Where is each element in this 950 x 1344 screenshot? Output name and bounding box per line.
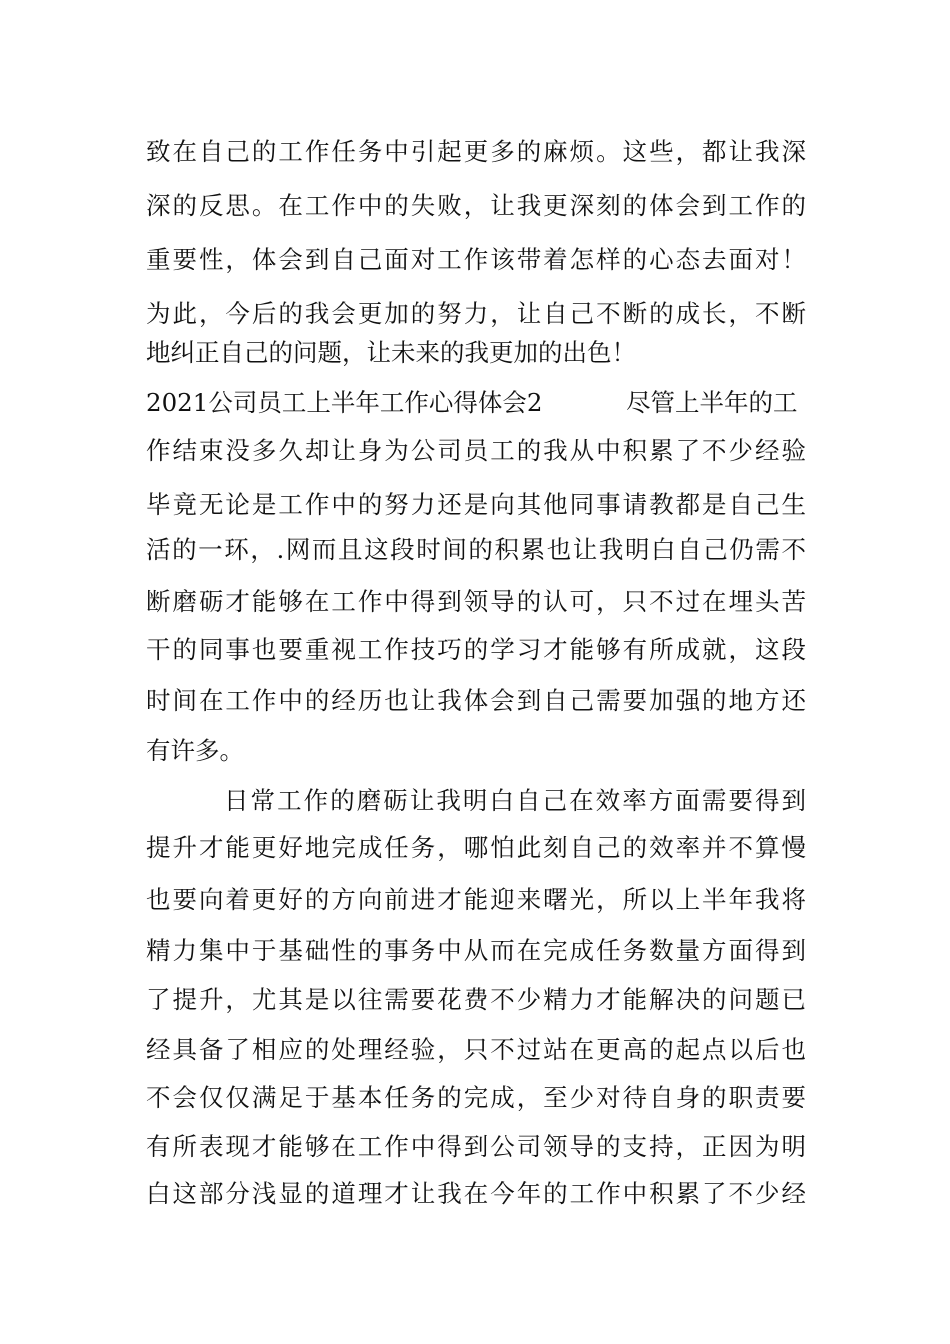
- paragraph-line: 作结束没多久却让身为公司员工的我从中积累了不少经验: [146, 436, 806, 465]
- paragraph-line: 毕竟无论是工作中的努力还是向其他同事请教都是自己生: [146, 490, 806, 519]
- paragraph-line: 时间在工作中的经历也让我体会到自己需要加强的地方还: [146, 686, 806, 715]
- paragraph-line: 了提升，尤其是以往需要花费不少精力才能解决的问题已: [146, 985, 806, 1014]
- paragraph-line: 白这部分浅显的道理才让我在今年的工作中积累了不少经: [146, 1179, 806, 1208]
- paragraph-line: 提升才能更好地完成任务，哪怕此刻自己的效率并不算慢: [146, 833, 806, 862]
- paragraph-line: 也要向着更好的方向前进才能迎来曙光，所以上半年我将: [146, 885, 806, 914]
- paragraph-first-line: 日常工作的磨砺让我明白自己在效率方面需要得到: [224, 786, 806, 815]
- paragraph-line: 不会仅仅满足于基本任务的完成，至少对待自身的职责要: [146, 1083, 806, 1112]
- paragraph-line: 精力集中于基础性的事务中从而在完成任务数量方面得到: [146, 936, 806, 965]
- paragraph-line: 活的一环，.网而且这段时间的积累也让我明白自己仍需不: [146, 535, 806, 564]
- paragraph-line: 有许多。: [146, 736, 244, 765]
- paragraph-line: 致在自己的工作任务中引起更多的麻烦。这些，都让我深: [146, 137, 806, 166]
- paragraph-line: 干的同事也要重视工作技巧的学习才能够有所成就，这段: [146, 635, 806, 664]
- section-heading: 2021公司员工上半年工作心得体会2: [146, 388, 543, 417]
- paragraph-line: 重要性，体会到自己面对工作该带着怎样的心态去面对！: [146, 245, 806, 274]
- paragraph-line: 经具备了相应的处理经验，只不过站在更高的起点以后也: [146, 1035, 806, 1064]
- paragraph-line: 深的反思。在工作中的失败，让我更深刻的体会到工作的: [146, 191, 806, 220]
- paragraph-line: 有所表现才能够在工作中得到公司领导的支持，正因为明: [146, 1132, 806, 1161]
- paragraph-line: 断磨砺才能够在工作中得到领导的认可，只不过在埋头苦: [146, 587, 806, 616]
- paragraph-line: 为此，今后的我会更加的努力，让自己不断的成长，不断: [146, 299, 806, 328]
- paragraph-line: 地纠正自己的问题，让未来的我更加的出色！: [146, 338, 636, 367]
- heading-continuation: 尽管上半年的工: [626, 388, 798, 417]
